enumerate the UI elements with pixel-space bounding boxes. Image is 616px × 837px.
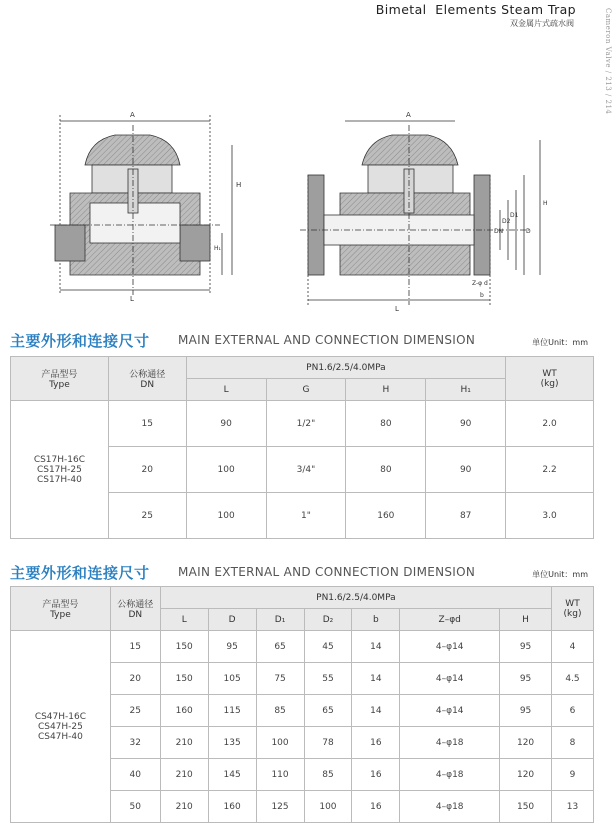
cell-z: 4–φ18 [400, 759, 500, 791]
header-b: b [352, 609, 400, 631]
header-type: 产品型号 Type [11, 357, 109, 401]
cell-d2: 100 [304, 791, 352, 823]
cell-h: 80 [346, 401, 426, 447]
cell-wt: 8 [552, 727, 594, 759]
cell-d1: 65 [256, 631, 304, 663]
cell-wt: 4 [552, 631, 594, 663]
cell-d: 145 [208, 759, 256, 791]
cell-h: 80 [346, 447, 426, 493]
section1-title-en: MAIN EXTERNAL AND CONNECTION DIMENSION [178, 333, 476, 347]
cell-d: 105 [208, 663, 256, 695]
cell-z: 4–φ18 [400, 727, 500, 759]
section2-unit: 单位Unit：mm [532, 570, 588, 579]
cell-b: 16 [352, 727, 400, 759]
cell-dn: 32 [110, 727, 160, 759]
cell-dn: 20 [110, 663, 160, 695]
cell-l: 210 [160, 791, 208, 823]
cell-d: 95 [208, 631, 256, 663]
header-type: 产品型号 Type [11, 587, 111, 631]
cell-d1: 75 [256, 663, 304, 695]
right-label-d2: D2 [502, 218, 511, 225]
header-h: H [346, 379, 426, 401]
header-g: G [266, 379, 346, 401]
cell-h1: 90 [426, 401, 506, 447]
cell-l: 90 [186, 401, 266, 447]
cell-d2: 85 [304, 759, 352, 791]
cell-d2: 55 [304, 663, 352, 695]
cell-d: 135 [208, 727, 256, 759]
cell-d1: 85 [256, 695, 304, 727]
cell-wt: 2.0 [506, 401, 594, 447]
cell-d1: 110 [256, 759, 304, 791]
cell-h: 95 [500, 663, 552, 695]
cell-g: 1/2" [266, 401, 346, 447]
header-l: L [186, 379, 266, 401]
cell-wt: 2.2 [506, 447, 594, 493]
cell-h1: 90 [426, 447, 506, 493]
left-label-h: H [236, 181, 242, 189]
left-label-a: A [130, 111, 135, 119]
cell-z: 4–φ14 [400, 663, 500, 695]
cell-dn: 50 [110, 791, 160, 823]
cell-h: 120 [500, 759, 552, 791]
cell-h: 95 [500, 631, 552, 663]
cell-g: 1" [266, 493, 346, 539]
cell-dn: 15 [108, 401, 186, 447]
section1-title-cn: 主要外形和连接尺寸 [10, 332, 150, 350]
cell-l: 210 [160, 759, 208, 791]
cell-d2: 78 [304, 727, 352, 759]
cell-b: 14 [352, 695, 400, 727]
cell-h: 150 [500, 791, 552, 823]
cell-d2: 45 [304, 631, 352, 663]
header-d: D [208, 609, 256, 631]
cell-l: 210 [160, 727, 208, 759]
cell-h: 95 [500, 695, 552, 727]
right-label-d1: D1 [510, 212, 519, 219]
cell-z: 4–φ14 [400, 631, 500, 663]
cell-l: 150 [160, 631, 208, 663]
document-title-cn: 双金属片式疏水阀 [510, 19, 574, 28]
cell-wt: 3.0 [506, 493, 594, 539]
right-label-a: A [406, 111, 411, 119]
header-d1: D₁ [256, 609, 304, 631]
cell-d: 115 [208, 695, 256, 727]
side-page-label: Cameron Valve / 213 / 214 [604, 8, 612, 115]
header-dn: 公称通径 DN [108, 357, 186, 401]
right-label-b: b [480, 292, 484, 299]
header-d2: D₂ [304, 609, 352, 631]
cell-dn: 20 [108, 447, 186, 493]
document-title-en: Bimetal Elements Steam Trap [375, 2, 576, 17]
cell-b: 14 [352, 663, 400, 695]
right-label-d: D [526, 228, 531, 235]
header-pn: PN1.6/2.5/4.0MPa [160, 587, 551, 609]
section2-title-en: MAIN EXTERNAL AND CONNECTION DIMENSION [178, 565, 476, 579]
cell-h: 120 [500, 727, 552, 759]
header-wt: WT (kg) [506, 357, 594, 401]
right-label-dn: DN [494, 228, 504, 235]
type-cell: CS47H-16C CS47H-25 CS47H-40 [11, 631, 111, 823]
technical-drawings [10, 105, 570, 315]
header-wt: WT (kg) [552, 587, 594, 631]
dimension-table-cs47h [10, 586, 594, 823]
cell-l: 100 [186, 447, 266, 493]
cell-d1: 125 [256, 791, 304, 823]
cell-z: 4–φ14 [400, 695, 500, 727]
cell-l: 160 [160, 695, 208, 727]
header-h1: H₁ [426, 379, 506, 401]
cell-wt: 9 [552, 759, 594, 791]
header-pn: PN1.6/2.5/4.0MPa [186, 357, 505, 379]
header-h: H [500, 609, 552, 631]
cell-l: 150 [160, 663, 208, 695]
right-section-drawing [300, 121, 540, 305]
cell-dn: 25 [108, 493, 186, 539]
cell-h1: 87 [426, 493, 506, 539]
dimension-table-cs17h [10, 356, 594, 539]
cell-dn: 25 [110, 695, 160, 727]
cell-wt: 6 [552, 695, 594, 727]
table-row [11, 631, 594, 663]
cell-l: 100 [186, 493, 266, 539]
left-section-drawing [50, 115, 232, 295]
cell-b: 16 [352, 791, 400, 823]
header-dn: 公称通径 DN [110, 587, 160, 631]
cell-dn: 40 [110, 759, 160, 791]
cell-wt: 13 [552, 791, 594, 823]
type-cell: CS17H-16C CS17H-25 CS17H-40 [11, 401, 109, 539]
cell-d1: 100 [256, 727, 304, 759]
right-label-l: L [395, 305, 399, 313]
cell-z: 4–φ18 [400, 791, 500, 823]
section2-title-cn: 主要外形和连接尺寸 [10, 564, 150, 582]
cell-b: 16 [352, 759, 400, 791]
cell-g: 3/4" [266, 447, 346, 493]
section1-unit: 单位Unit：mm [532, 338, 588, 347]
header-z: Z–φd [400, 609, 500, 631]
cell-h: 160 [346, 493, 426, 539]
cell-wt: 4.5 [552, 663, 594, 695]
cell-d: 160 [208, 791, 256, 823]
right-label-zd: Z-φ d [472, 280, 488, 287]
cell-b: 14 [352, 631, 400, 663]
table-row [11, 401, 594, 447]
right-label-h: H [543, 200, 548, 207]
header-l: L [160, 609, 208, 631]
left-label-h1: H₁ [214, 245, 221, 252]
cell-dn: 15 [110, 631, 160, 663]
cell-d2: 65 [304, 695, 352, 727]
left-label-l: L [130, 295, 134, 303]
